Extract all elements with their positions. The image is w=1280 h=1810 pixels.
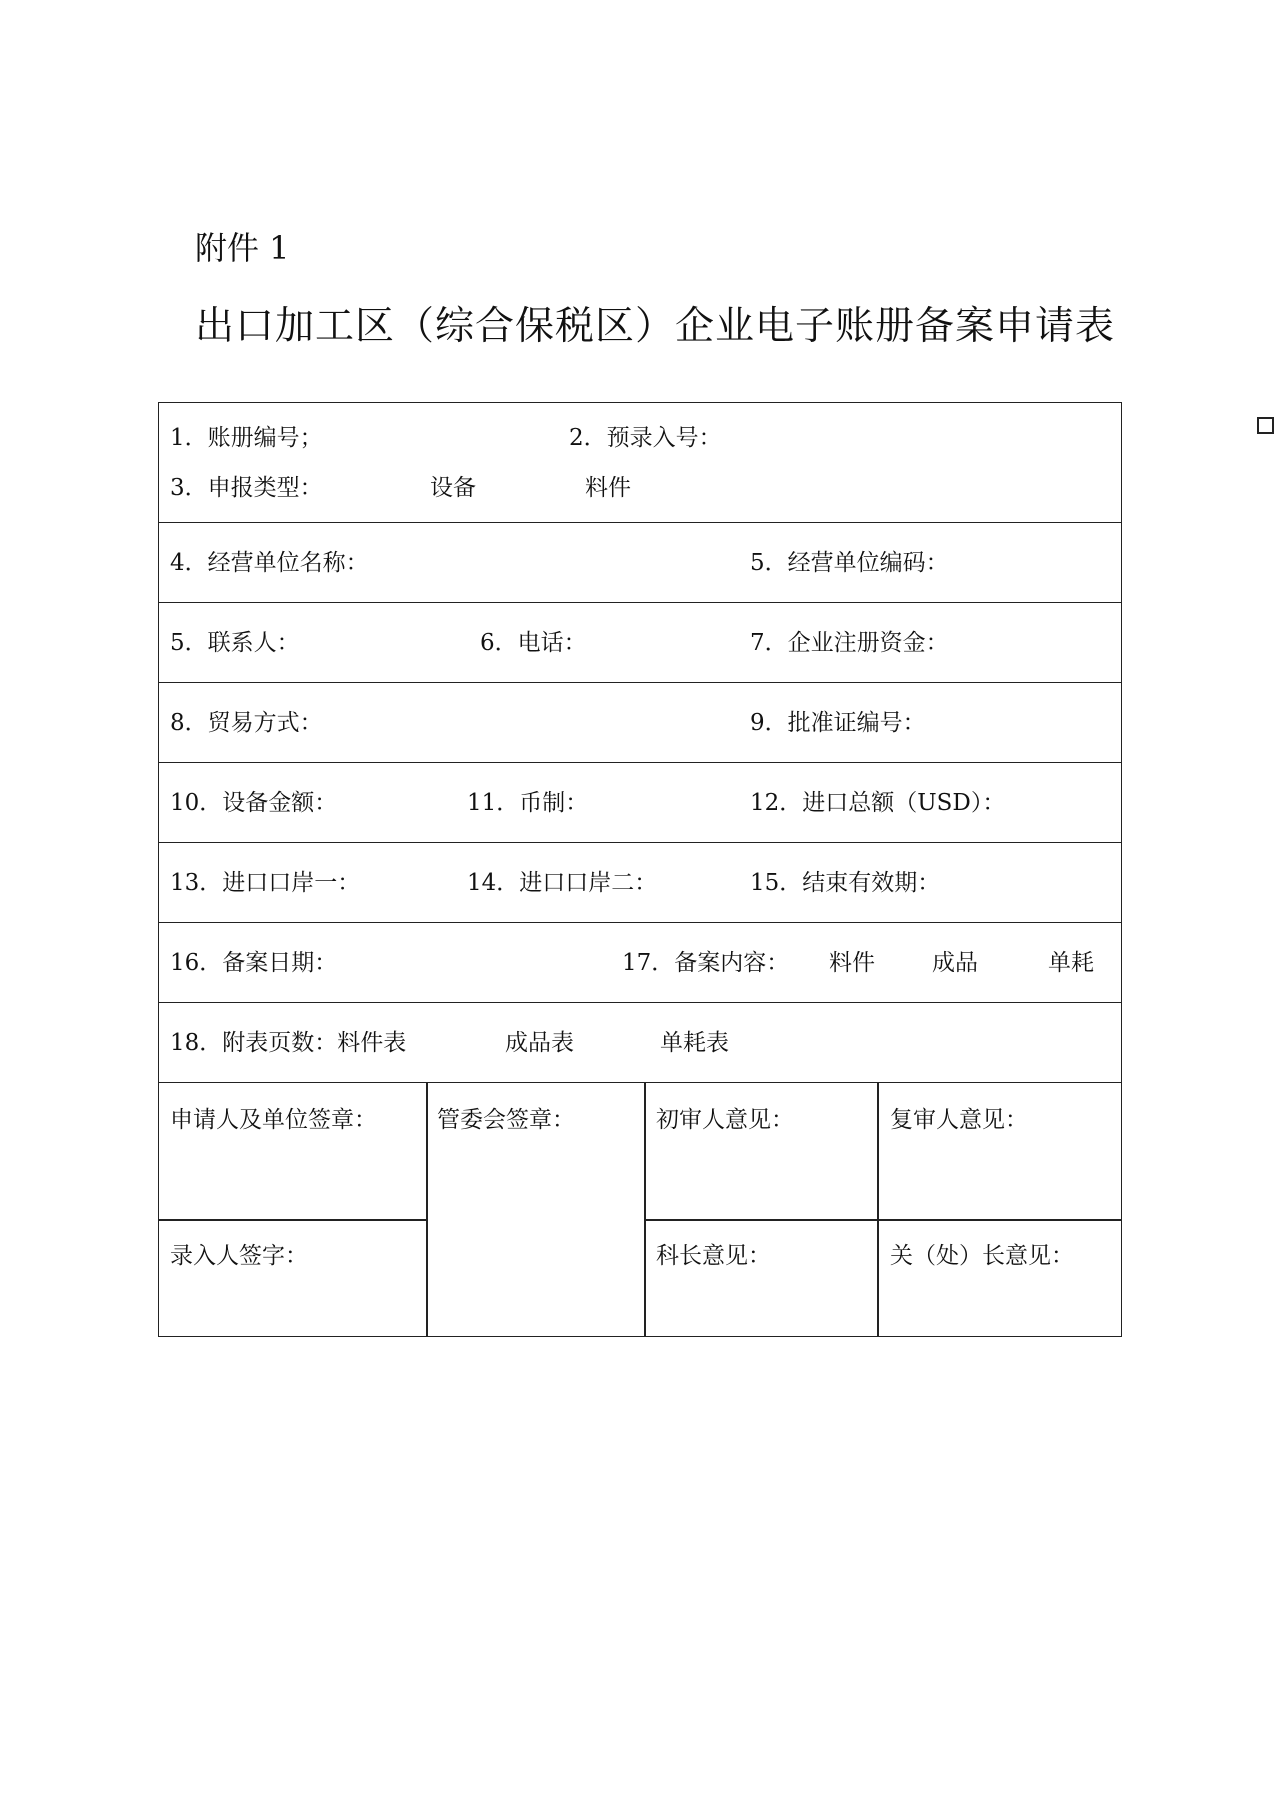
form-row-7 [159, 923, 1121, 1003]
equipment-amount-field: 10．设备金额： [170, 790, 338, 816]
import-port-1-field: 13．进口口岸一： [170, 870, 361, 896]
pre-entry-number-field: 2．预录入号： [569, 425, 722, 451]
form-row-2 [159, 523, 1121, 603]
approval-number-field: 9．批准证编号： [750, 710, 926, 736]
filing-date-field: 16．备案日期： [170, 950, 338, 976]
filing-content-consumption: 单耗 [1048, 950, 1094, 976]
ledger-number-field: 1．账册编号； [170, 425, 323, 451]
form-row-3 [159, 603, 1121, 683]
divider [644, 1083, 646, 1336]
attachment-consumption-table: 单耗表 [660, 1030, 729, 1056]
expiry-date-field: 15．结束有效期： [750, 870, 941, 896]
entry-sign-label: 录入人签字： [170, 1243, 308, 1269]
phone-field: 6．电话： [480, 630, 587, 656]
first-review-label: 初审人意见： [656, 1107, 794, 1133]
filing-content-products: 成品 [932, 950, 978, 976]
form-row-6 [159, 843, 1121, 923]
attachment-products-table: 成品表 [505, 1030, 574, 1056]
business-unit-name-field: 4．经营单位名称： [170, 550, 369, 576]
page-title: 出口加工区（综合保税区）企业电子账册备案申请表 [195, 304, 1116, 349]
currency-field: 11．币制： [467, 790, 589, 816]
annex-label: 附件 1 [195, 229, 290, 267]
form-row-5 [159, 763, 1121, 843]
declaration-type-equipment: 设备 [430, 475, 476, 501]
form-row-1 [159, 403, 1121, 523]
form-row-4 [159, 683, 1121, 763]
filing-content-field: 17．备案内容： [622, 950, 790, 976]
application-form [158, 402, 1122, 1337]
divider [877, 1083, 879, 1336]
divider [426, 1083, 428, 1336]
attachment-pages-field: 18．附表页数：料件表 [170, 1030, 407, 1056]
second-review-label: 复审人意见： [890, 1107, 1028, 1133]
registered-capital-field: 7．企业注册资金： [750, 630, 949, 656]
form-row-8 [159, 1003, 1121, 1083]
committee-seal-label: 管委会签章： [437, 1107, 575, 1133]
declaration-type-materials: 料件 [585, 475, 631, 501]
trade-mode-field: 8．贸易方式： [170, 710, 323, 736]
applicant-seal-label: 申请人及单位签章： [170, 1107, 377, 1133]
total-import-field: 12．进口总额（USD）： [750, 790, 1006, 816]
divider [644, 1219, 1121, 1221]
declaration-type-field: 3．申报类型： [170, 475, 323, 501]
checkbox-mark [1257, 417, 1274, 434]
contact-person-field: 5．联系人： [170, 630, 300, 656]
filing-content-materials: 料件 [829, 950, 875, 976]
section-chief-label: 科长意见： [656, 1243, 771, 1269]
divider [159, 1219, 427, 1221]
division-chief-label: 关（处）长意见： [890, 1243, 1074, 1269]
business-unit-code-field: 5．经营单位编码： [750, 550, 949, 576]
import-port-2-field: 14．进口口岸二： [467, 870, 658, 896]
